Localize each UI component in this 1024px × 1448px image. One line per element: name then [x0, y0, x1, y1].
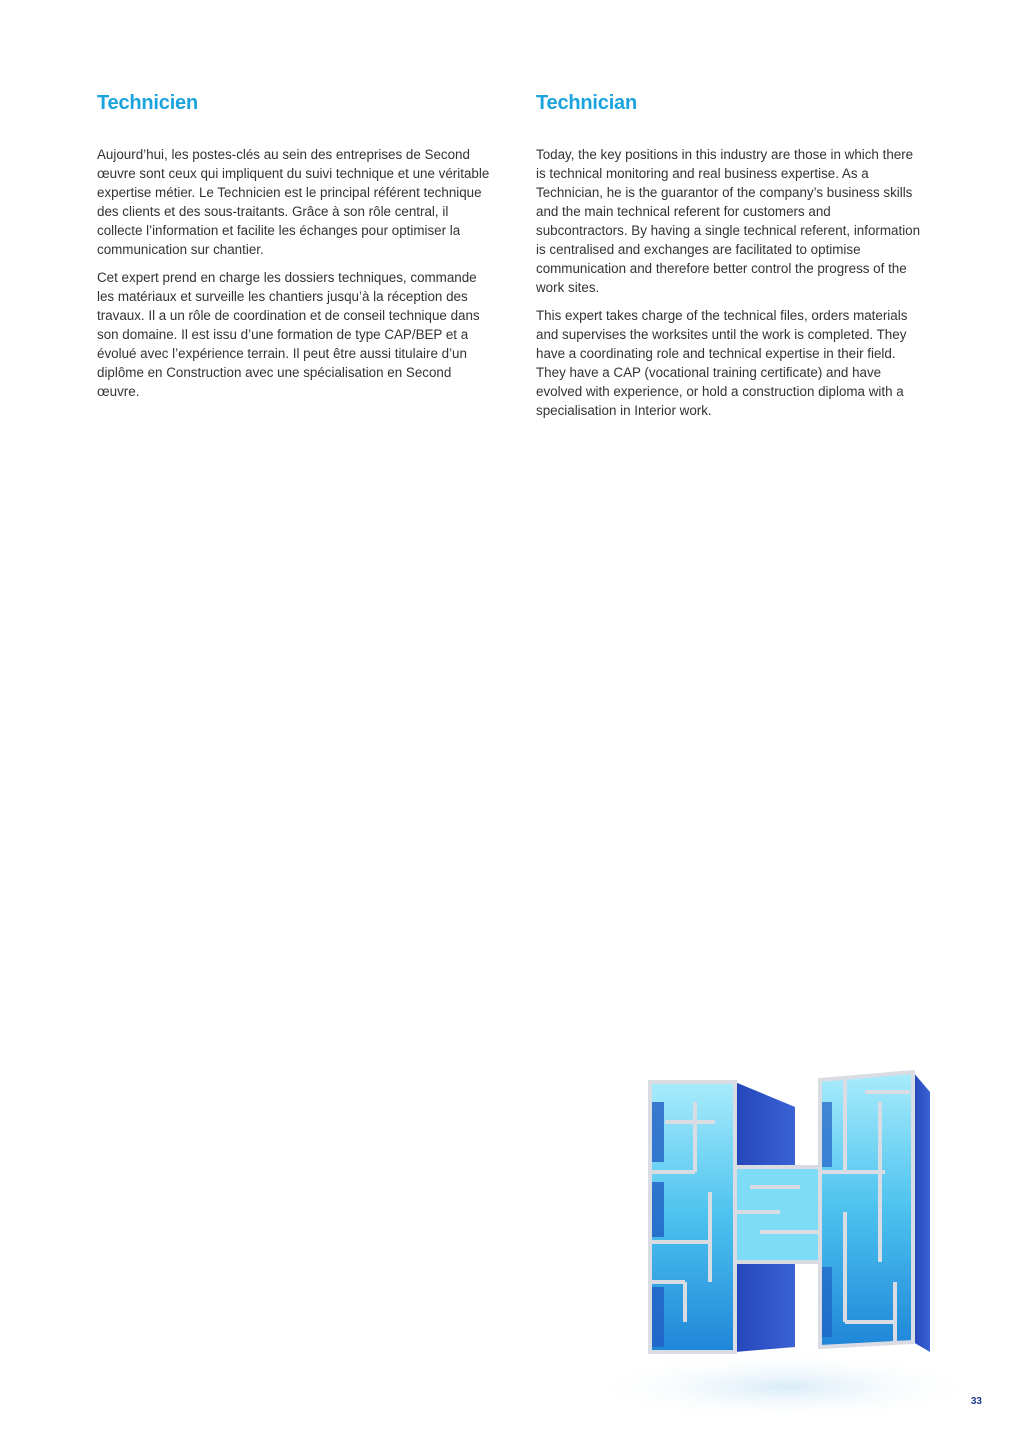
french-paragraph-1: Aujourd’hui, les postes-clés au sein des entreprises de Second œuvre sont ceux qui impliquent du suivi technique et une véritable expertise métier. Le Technicien est le principal référent technique des clients et des sous-traitants. Grâce à son rôle central, il collecte l’information et facilite les échanges pour optimiser la communication sur chantier. — [97, 147, 490, 257]
french-paragraph-2: Cet expert prend en charge les dossiers techniques, commande les matériaux et surveille les chantiers jusqu’à la réception des travaux. Il a un rôle de coordination et de conseil technique dans son domaine. Il est issu d’une formation de type CAP/BEP et a évolué avec l’expérience terrain. Il peut être aussi titulaire d’un diplôme en Construction avec une spécialisation en Second œuvre. — [97, 270, 480, 399]
page-number: 33 — [970, 1396, 982, 1407]
french-heading: Technicien — [97, 92, 198, 114]
english-heading: Technician — [536, 92, 637, 114]
english-column — [536, 92, 936, 429]
english-paragraph-2: This expert takes charge of the technical files, orders materials and supervises the worksites until the work is completed. They have a coordinating role and technical expertise in their field. They have a CAP (vocational training certificate) and have evolved with experience, or hold a construction diploma with a specialisation in Interior work. — [536, 308, 908, 418]
english-paragraph-1: Today, the key positions in this industry are those in which there is technical monitoring and real business expertise. As a Technician, he is the guarantor of the company’s business skills and the main technical referent for customers and subcontractors. By having a single technical referent, information is centralised and exchanges are facilitated to optimise communication and therefore better control the progress of the work sites. — [536, 147, 921, 295]
maze-letter-h-icon — [545, 1062, 975, 1422]
french-column — [97, 92, 497, 410]
